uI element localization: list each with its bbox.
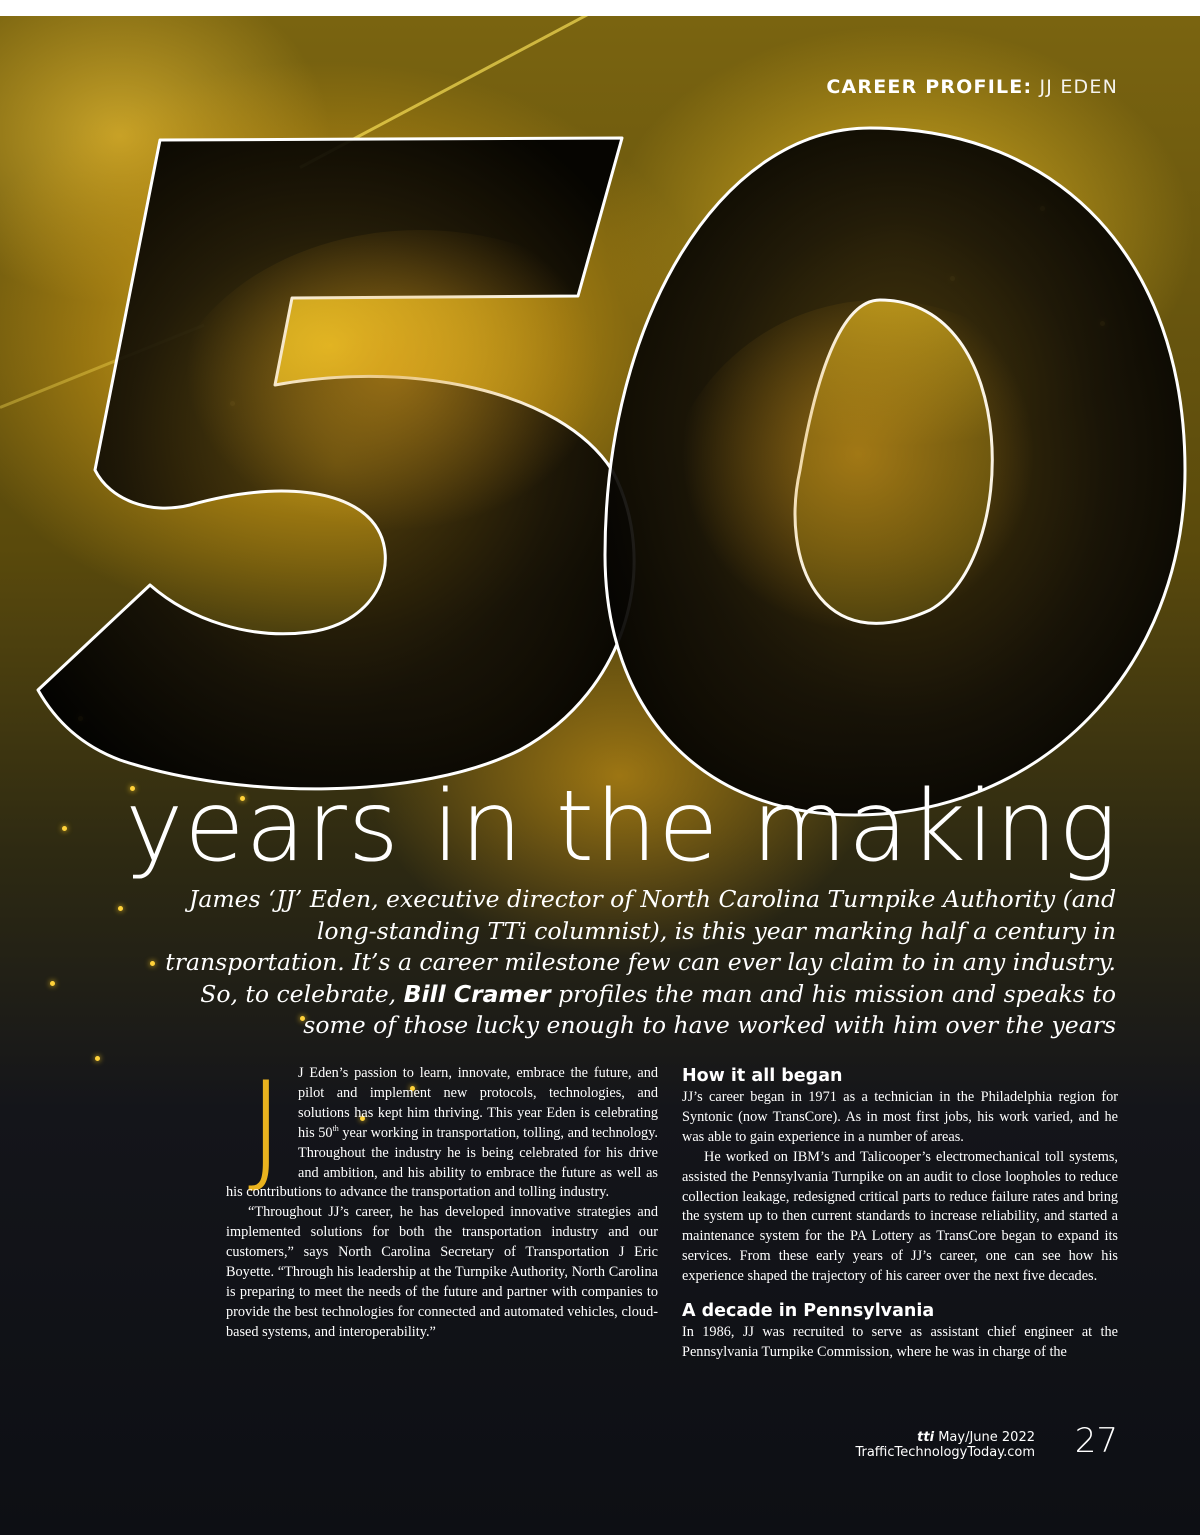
magazine-page <box>0 16 1200 1535</box>
page-footer <box>855 1430 1035 1460</box>
subheading-how-it-began: How it all began <box>682 1066 843 1086</box>
drop-cap: J <box>248 1056 284 1198</box>
issue-date: May/June 2022 <box>938 1430 1035 1445</box>
body-paragraph: In 1986, JJ was recruited to serve as assistant chief engineer at the Pennsylvania Turnpike Commission, where he was in charge of the <box>682 1324 1118 1360</box>
standfirst-text: James ‘JJ’ Eden, executive director of North Carolina Turnpike Authority (and long-standing TTi columnist), is this year marking half a century in transportation. It’s a career milestone few can ever lay claim to in any industry. So, to celebrate, <box>165 885 1116 1008</box>
body-paragraph: “Throughout JJ’s career, he has developed innovative strategies and implemented solutions for both the transportation industry and our customers,” says North Carolina Secretary of Transportation J Eric Boyette. “Through his leadership at the Turnpike Authority, North Carolina is preparing to meet the needs of the future and partner with companies to provide the best technologies for connected and automated vehicles, cloud-based systems, and interoperability.” <box>226 1204 658 1340</box>
subheading-decade-pennsylvania: A decade in Pennsylvania <box>682 1301 935 1322</box>
website-url: TrafficTechnologyToday.com <box>855 1445 1035 1460</box>
body-paragraph <box>226 1056 658 1203</box>
section-kicker <box>826 76 1118 98</box>
kicker-name: JJ EDEN <box>1039 76 1118 98</box>
body-paragraph: JJ’s career began in 1971 as a technician in the Philadelphia region for Syntonic (now TransCore). As in most first jobs, his work varied, and he was able to gain experience in a number of areas. <box>682 1089 1118 1145</box>
magazine-logo: tti <box>917 1430 935 1445</box>
body-paragraph: He worked on IBM’s and Talicooper’s electromechanical toll systems, assisted the Pennsylvania Turnpike on an audit to close loopholes to reduce collection leakage, redesigned critical parts to reduce failure rates and bring the system up to then current standards to increase reliability, and started a maintenance system for the PA Lottery as TransCore began to expand its services. From these early years of JJ’s career, one can see how his experience shaped the trajectory of his career over the next five decades. <box>682 1148 1118 1285</box>
footer-issue-line <box>855 1430 1035 1445</box>
ordinal-suffix: th <box>332 1123 339 1133</box>
standfirst-text-end: profiles the man and his mission and speaks to some of those lucky enough to have worked with him over the years <box>303 979 1116 1039</box>
standfirst <box>160 884 1116 1042</box>
kicker-label: CAREER PROFILE: <box>826 76 1033 98</box>
author-name: Bill Cramer <box>403 979 551 1008</box>
headline: years in the making <box>125 770 1118 884</box>
article-column-right <box>682 1065 1118 1363</box>
body-text: year working in transportation, tolling, and technology. Throughout the industry he is being celebrated for his drive and ambition, and his ability to embrace the future as well as his contributions to advance the transportation and tolling industry. <box>226 1124 658 1201</box>
article-column-left <box>226 1056 658 1343</box>
page-number: 27 <box>1074 1421 1118 1461</box>
body-text: J Eden’s passion to learn, innovate, embrace the future, and pilot and implement new protocols, technologies, and solutions has kept him thriving. This year Eden is celebrating his 50 <box>298 1065 658 1141</box>
